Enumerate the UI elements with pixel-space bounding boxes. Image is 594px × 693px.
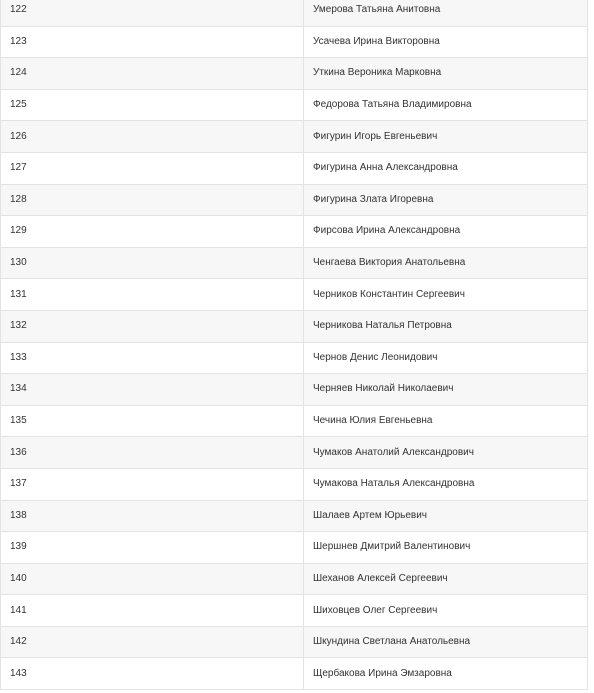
row-number-cell: 138 [1,500,304,532]
full-name-cell: Фигурин Игорь Евгеньевич [304,121,588,153]
table-row [1,374,588,406]
row-number-cell: 133 [1,342,304,374]
table-row [1,500,588,532]
table-row [1,595,588,627]
row-number-cell: 125 [1,89,304,121]
table-row [1,468,588,500]
row-number-cell: 139 [1,532,304,564]
full-name-cell: Уткина Вероника Марковна [304,58,588,90]
full-name-cell: Шиховцев Олег Сергеевич [304,595,588,627]
row-number-cell: 142 [1,626,304,658]
row-number-cell: 137 [1,468,304,500]
row-number-cell: 136 [1,437,304,469]
full-name-cell: Фирсова Ирина Александровна [304,216,588,248]
table-row [1,626,588,658]
table-row [1,216,588,248]
row-number-cell: 129 [1,216,304,248]
full-name-cell: Ченгаева Виктория Анатольевна [304,247,588,279]
full-name-cell: Щербакова Ирина Эмзаровна [304,658,588,690]
row-number-cell: 124 [1,58,304,90]
table-row [1,58,588,90]
table-row [1,184,588,216]
full-name-cell: Черняев Николай Николаевич [304,374,588,406]
full-name-cell: Чечина Юлия Евгеньевна [304,405,588,437]
table-row [1,405,588,437]
full-name-cell: Фигурина Злата Игоревна [304,184,588,216]
row-number-cell: 126 [1,121,304,153]
full-name-cell: Чумакова Наталья Александровна [304,468,588,500]
table-body [1,0,588,690]
full-name-cell: Шалаев Артем Юрьевич [304,500,588,532]
row-number-cell: 141 [1,595,304,627]
table-row [1,342,588,374]
row-number-cell: 128 [1,184,304,216]
full-name-cell: Чернов Денис Леонидович [304,342,588,374]
full-name-cell: Шкундина Светлана Анатольевна [304,626,588,658]
table-row [1,658,588,690]
row-number-cell: 135 [1,405,304,437]
row-number-cell: 122 [1,0,304,26]
table-row [1,310,588,342]
row-number-cell: 123 [1,26,304,58]
table-row [1,152,588,184]
row-number-cell: 127 [1,152,304,184]
row-number-cell: 131 [1,279,304,311]
table-row [1,0,588,26]
full-name-cell: Шеханов Алексей Сергеевич [304,563,588,595]
table-row [1,279,588,311]
table-row [1,563,588,595]
full-name-cell: Фигурина Анна Александровна [304,152,588,184]
table-row [1,26,588,58]
full-name-cell: Черников Константин Сергеевич [304,279,588,311]
row-number-cell: 130 [1,247,304,279]
row-number-cell: 140 [1,563,304,595]
table-row [1,247,588,279]
full-name-cell: Чумаков Анатолий Александрович [304,437,588,469]
table-row [1,532,588,564]
row-number-cell: 132 [1,310,304,342]
full-name-cell: Черникова Наталья Петровна [304,310,588,342]
full-name-cell: Умерова Татьяна Анитовна [304,0,588,26]
row-number-cell: 134 [1,374,304,406]
table-row [1,437,588,469]
row-number-cell: 143 [1,658,304,690]
full-name-cell: Шершнев Дмитрий Валентинович [304,532,588,564]
full-name-cell: Усачева Ирина Викторовна [304,26,588,58]
table-row [1,89,588,121]
full-name-cell: Федорова Татьяна Владимировна [304,89,588,121]
table-row [1,121,588,153]
